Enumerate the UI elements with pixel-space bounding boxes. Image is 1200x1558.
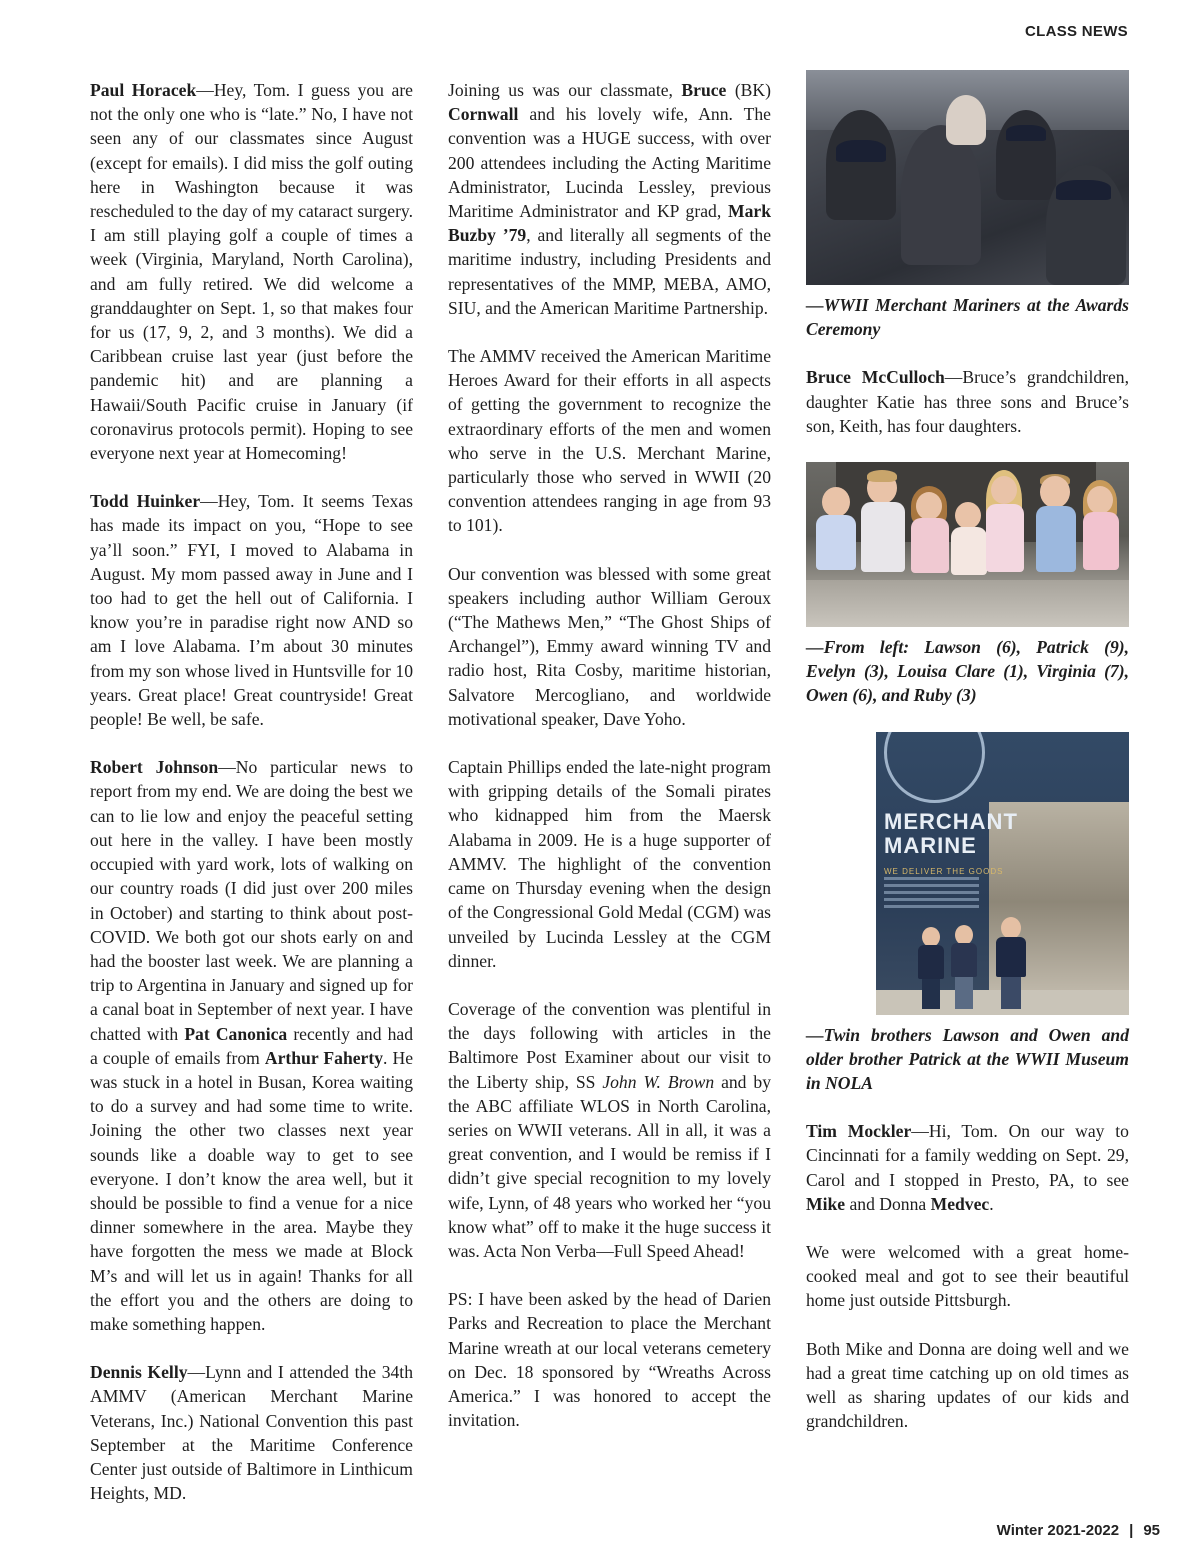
entry-text: —Bruce’s grandchildren, daughter Katie has three sons and Bruce’s son, Keith, has four daughters. (806, 367, 1129, 436)
museum-text-line (884, 905, 979, 908)
footer-separator: | (1129, 1522, 1134, 1539)
photo-background (806, 580, 1129, 627)
classmate-name: Paul Horacek (90, 80, 197, 100)
paragraph-text: and by the ABC affiliate WLOS in North Carolina, series on WWII veterans. All in all, it was a great convention, and I would be remiss if I didn’t give special recognition to my lovely wife, Lynn, of 48 years who worked her “you know what” off to make it the huge success it was. Acta Non Verba—Full Speed Ahead! (448, 1071, 771, 1261)
museum-text-line (884, 898, 979, 901)
page-footer (997, 1522, 1160, 1539)
paragraph-ps-wreath: PS: I have been asked by the head of Darien Parks and Recreation to place the Merchant Marine wreath at our local veterans cemetery on Dec. 18 sponsored by “Wreaths Across America.” I was honored to accept the invitation. (448, 1289, 771, 1431)
entry-text: and Donna (845, 1193, 931, 1214)
section-header: CLASS NEWS (1024, 23, 1128, 40)
photo-figure (1006, 125, 1046, 141)
paragraph-convention-attendees (448, 78, 771, 320)
paragraph-catching-up: Both Mike and Donna are doing well and we had a great time catching up on old times as well as sharing updates of our kids and grandchildren. (806, 1338, 1129, 1432)
page-number: 95 (1143, 1522, 1160, 1539)
paragraph-visit: We were welcomed with a great home-cooked meal and got to see their beautiful home just outside Pittsburgh. (806, 1242, 1129, 1311)
entry-todd-huinker (90, 489, 413, 731)
photo-figure (901, 125, 981, 265)
photo-figure (826, 110, 896, 220)
classmate-name: Todd Huinker (90, 491, 201, 512)
paragraph-text: Coverage of the convention was plentiful in the days following with articles in the Baltimore Post Examiner about our visit to the Liberty ship, SS (448, 998, 771, 1092)
classmate-name: Mark Buzby ’79 (448, 201, 771, 246)
entry-text: . He was stuck in a hotel in Busan, Korea waiting to do a survey and had some time to write. Joining the other two classes next year sounds like a doable way to get to see everyone. I don’t know the area well, but it should be possible to find a venue for a nice dinner somewhere in the area. Maybe they have forgotten the mess we made at Block M’s and will let us in again! Thanks for all the effort you and the others are doing to make something happen. (90, 1047, 414, 1334)
photo-caption: —WWII Merchant Mariners at the Awards Ceremony (806, 295, 1129, 340)
paragraph-text: and his lovely wife, Ann. The convention was a HUGE success, with over 200 attendees including the Acting Maritime Administrator, Lucinda Lessley, previous Maritime Administrator and KP grad, (448, 104, 771, 222)
museum-text-line (884, 891, 979, 894)
entry-text: —Hey, Tom. It seems Texas has made its impact on you, “Hope to see ya’ll soon.” FYI, I moved to Alabama in August. My mom passed away in June and I too had to get the hell out of California. I know you’re in paradise right now AND so am I love Alabama. I’m about 30 minutes from my son whose lived in Huntsville for 10 years. Great place! Great countryside! Great people! Be well, be safe. (90, 491, 413, 730)
classmate-name: Tim Mockler (806, 1121, 912, 1142)
photo-figure (1056, 180, 1111, 200)
paragraph-heroes-award: The AMMV received the American Maritime Heroes Award for their efforts in all aspects of getting the government to recognize the extraordinary efforts of the men and women who serve in the U.S. Merchant Marine, particularly those who served in WWII (20 convention attendees ranging in age from 93 to 101). (448, 346, 771, 536)
photo-figure (946, 95, 986, 145)
column-1 (90, 78, 413, 1529)
entry-text: recently and had a couple of emails from (90, 1023, 414, 1068)
column-2 (448, 78, 771, 1456)
entry-paul-horacek (90, 78, 413, 465)
photo-grandchildren (806, 462, 1129, 627)
paragraph-captain-phillips: Captain Phillips ended the late-night program with gripping details of the Somali pirates who kidnapped him from the Maersk Alabama in 2009. He is a huge supporter of AMMV. The highlight of the convention came on Thursday evening when the design of the Congressional Gold Medal (CGM) was unveiled by Lucinda Lessley at the CGM dinner. (448, 757, 771, 971)
photo-wwii-museum (876, 732, 1129, 1015)
paragraph-text: Joining us was our classmate, (448, 80, 682, 100)
photo-figure (996, 110, 1056, 200)
paragraph-coverage (448, 997, 771, 1263)
museum-text-line (884, 877, 979, 880)
entry-bruce-mcculloch (806, 365, 1129, 438)
photo-caption: —Twin brothers Lawson and Owen and older brother Patrick at the WWII Museum in NOLA (806, 1024, 1129, 1094)
entry-text: —Lynn and I attended the 34th AMMV (American Merchant Marine Veterans, Inc.) National Convention this past September at the Maritime Conference Center just outside of Baltimore in Linthicum Heights, MD. (90, 1362, 413, 1504)
paragraph-text: , and literally all segments of the maritime industry, including Presidents and representatives of the MMP, MEBA, AMO, SIU, and the American Maritime Partnership. (448, 225, 772, 318)
museum-tagline: WE DELIVER THE GOODS (884, 866, 1004, 876)
classmate-name: Arthur Faherty (264, 1047, 384, 1068)
classmate-name: Medvec (930, 1193, 990, 1214)
entry-tim-mockler (806, 1119, 1129, 1216)
photo-caption: —From left: Lawson (6), Patrick (9), Evelyn (3), Louisa Clare (1), Virginia (7), Owen (6), and Ruby (3) (806, 637, 1129, 706)
classmate-name: Bruce (681, 80, 727, 100)
entry-text: —Hi, Tom. On our way to Cincinnati for a family wedding on Sept. 29, Carol and I stopped in Presto, PA, to see (806, 1121, 1129, 1190)
entry-dennis-kelly (90, 1360, 413, 1505)
paragraph-speakers: Our convention was blessed with some great speakers including author William Geroux (“The Mathews Men,” “The Ghost Ships of Archangel”), Emmy award winning TV and radio host, Rita Cosby, maritime historian, Salvatore Mercogliano, and worldwide motivational speaker, Dave Yoho. (448, 563, 771, 729)
photo-awards-ceremony (806, 70, 1129, 285)
entry-text: —Hey, Tom. I guess you are not the only one who is “late.” No, I have not seen any of our classmates since August (except for emails). I did miss the golf outing here in Washington because it was rescheduled to the day of my cataract surgery. I am still playing golf a couple of times a week (Virginia, Maryland, North Carolina), and am fully retired. We did welcome a granddaughter on Sept. 1, so that makes four for us (17, 9, 2, and 3 months). We did a Caribbean cruise last year (just before the pandemic hit) and are planning a Hawaii/South Pacific cruise in January (if coronavirus protocols permit). Hoping to see everyone next year at Homecoming! (90, 80, 413, 464)
museum-sign (884, 810, 1018, 858)
ship-name: John W. Brown (602, 1071, 715, 1092)
classmate-name: Pat Canonica (184, 1023, 288, 1044)
classmate-name: Dennis Kelly (90, 1362, 188, 1383)
museum-text-line (884, 884, 979, 887)
classmate-name: Robert Johnson (90, 757, 219, 778)
entry-robert-johnson (90, 755, 413, 1336)
entry-text: —No particular news to report from my end. We are doing the best we can to lie low and enjoy the peaceful setting out here in the valley. I have been mostly occupied with yard work, lots of walking on our country roads (I did just over 200 miles in October) and starting to think about post-COVID. We both got our shots early on and had the booster last week. We are planning a trip to Argentina in January and signed up for a canal boat in September of next year. I have chatted with (90, 757, 413, 1044)
paragraph-text: (BK) (726, 80, 771, 100)
classmate-name: Bruce McCulloch (806, 367, 945, 388)
photo-figure (836, 140, 886, 162)
column-3 (806, 78, 1129, 1457)
classmate-name: Cornwall (448, 104, 519, 125)
entry-text: . (989, 1193, 994, 1214)
issue-label: Winter 2021-2022 (996, 1522, 1120, 1539)
classmate-name: Mike (806, 1193, 846, 1214)
museum-sign-line: MARINE (884, 832, 977, 858)
museum-sign-line: MERCHANT (884, 808, 1018, 834)
